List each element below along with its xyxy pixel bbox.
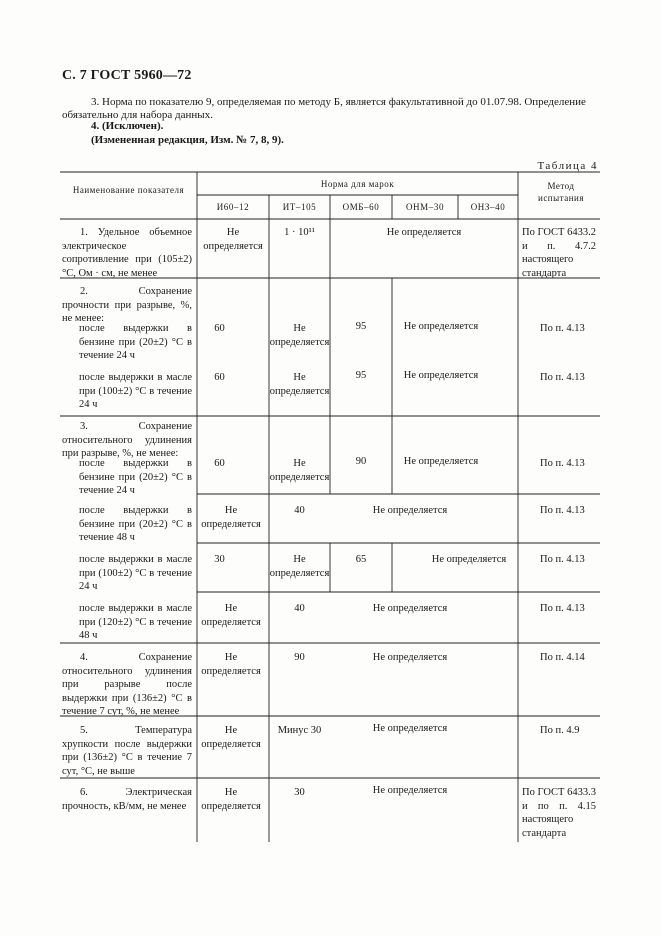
row5-indicator: 5. Температура хрупкости после выдержки при (136±2) °С в течение 7 сут, °С, не выше [62, 725, 192, 777]
row1-rest: Не определяется [386, 227, 462, 238]
row2a-it105: Не определяется [269, 323, 330, 348]
row2-indicator: 2. Сохранение прочности при разрыве, %, не менее: [62, 286, 192, 324]
row4-indicator: 4. Сохранение относительного удлинения при разрыве после выдержки при (136±2) °С в течение 7 сут, %, не менее [62, 652, 192, 717]
row2b-i60: 60 [214, 372, 225, 383]
header-indicator: Наименование показателя [72, 185, 185, 195]
row3c-rest: Не определяется [431, 554, 507, 565]
row6-indicator: 6. Электрическая прочность, кВ/мм, не менее [62, 787, 192, 812]
row1-indicator: 1. Удельное объемное электрическое сопротивление при (105±2) °С, Ом · см, не менее [62, 227, 192, 279]
row5-i60: Не определяется [201, 725, 261, 750]
row3c-omb: 65 [355, 554, 367, 565]
row2b-indicator: после выдержки в масле при (100±2) °С в течение 24 ч [79, 372, 192, 410]
row5-rest: Не определяется [372, 723, 448, 734]
row3-indicator: 3. Сохранение относительного удлинения при разрыве, %, не менее: [62, 421, 192, 459]
page-header: С. 7 ГОСТ 5960—72 [62, 68, 192, 83]
row2b-method: По п. 4.13 [540, 372, 585, 383]
row4-it105: 90 [294, 652, 305, 663]
row5-it105: Минус 30 [277, 725, 322, 736]
row3a-indicator: после выдержки в бензине при (20±2) °С в течение 24 ч [79, 458, 192, 496]
row3b-i60: Не определяется [201, 505, 261, 530]
header-grade-onz40: ОНЗ–40 [470, 202, 506, 212]
row3d-rest: Не определяется [372, 603, 448, 614]
header-grade-i60: И60–12 [216, 202, 250, 212]
row3d-method: По п. 4.13 [540, 603, 585, 614]
table-caption: Таблица 4 [537, 160, 598, 172]
row3b-indicator: после выдержки в бензине при (20±2) °С в течение 48 ч [79, 505, 192, 543]
row2b-omb: 95 [355, 370, 367, 381]
row3d-it105: 40 [294, 603, 305, 614]
header-grade-omb60: ОМБ–60 [342, 202, 380, 212]
row3a-rest: Не определяется [403, 456, 479, 467]
row3b-method: По п. 4.13 [540, 505, 585, 516]
row1-i60: Не определяется [203, 227, 263, 252]
row3b-it105: 40 [294, 505, 305, 516]
row3c-i60: 30 [214, 554, 225, 565]
row2a-indicator: после выдержки в бензине при (20±2) °С в течение 24 ч [79, 323, 192, 361]
row3a-omb: 90 [355, 456, 367, 467]
row6-method: По ГОСТ 6433.3 и по п. 4.15 настоящего стандарта [522, 787, 596, 839]
header-norm-group: Норма для марок [320, 179, 395, 189]
row4-method: По п. 4.14 [540, 652, 585, 663]
row6-it105: 30 [294, 787, 305, 798]
row3c-indicator: после выдержки в масле при (100±2) °С в течение 24 ч [79, 554, 192, 592]
row2a-omb: 95 [355, 321, 367, 332]
row6-rest: Не определяется [372, 785, 448, 796]
row3d-i60: Не определяется [201, 603, 261, 628]
header-method: Метод испытания [538, 181, 584, 203]
header-grade-it105: ИТ–105 [282, 202, 317, 212]
header-grade-onm30: ОНМ–30 [405, 202, 445, 212]
row1-it105: 1 · 10¹¹ [284, 227, 315, 238]
row2a-i60: 60 [214, 323, 225, 334]
row3b-rest: Не определяется [372, 505, 448, 516]
row5-method: По п. 4.9 [540, 725, 580, 736]
row6-i60: Не определяется [201, 787, 261, 812]
row2a-rest: Не определяется [403, 321, 479, 332]
note-optional-norm: 3. Норма по показателю 9, определяемая по методу Б, является факультативной до 01.07.98. Определение обязательно для набора данных. [62, 96, 586, 121]
note-amended: (Измененная редакция, Изм. № 7, 8, 9). [91, 134, 284, 146]
row4-rest: Не определяется [372, 652, 448, 663]
row3d-indicator: после выдержки в масле при (120±2) °С в течение 48 ч [79, 603, 192, 641]
row1-method: По ГОСТ 6433.2 и п. 4.7.2 настоящего стандарта [522, 227, 596, 279]
row3a-i60: 60 [214, 458, 225, 469]
row2b-it105: Не определяется [269, 372, 330, 397]
note-excluded: 4. (Исключен). [91, 120, 164, 132]
row3a-method: По п. 4.13 [540, 458, 585, 469]
row3a-it105: Не определяется [269, 458, 330, 483]
row3c-method: По п. 4.13 [540, 554, 585, 565]
row4-i60: Не определяется [201, 652, 261, 677]
row2a-method: По п. 4.13 [540, 323, 585, 334]
row2b-rest: Не определяется [403, 370, 479, 381]
row3c-it105: Не определяется [269, 554, 330, 579]
